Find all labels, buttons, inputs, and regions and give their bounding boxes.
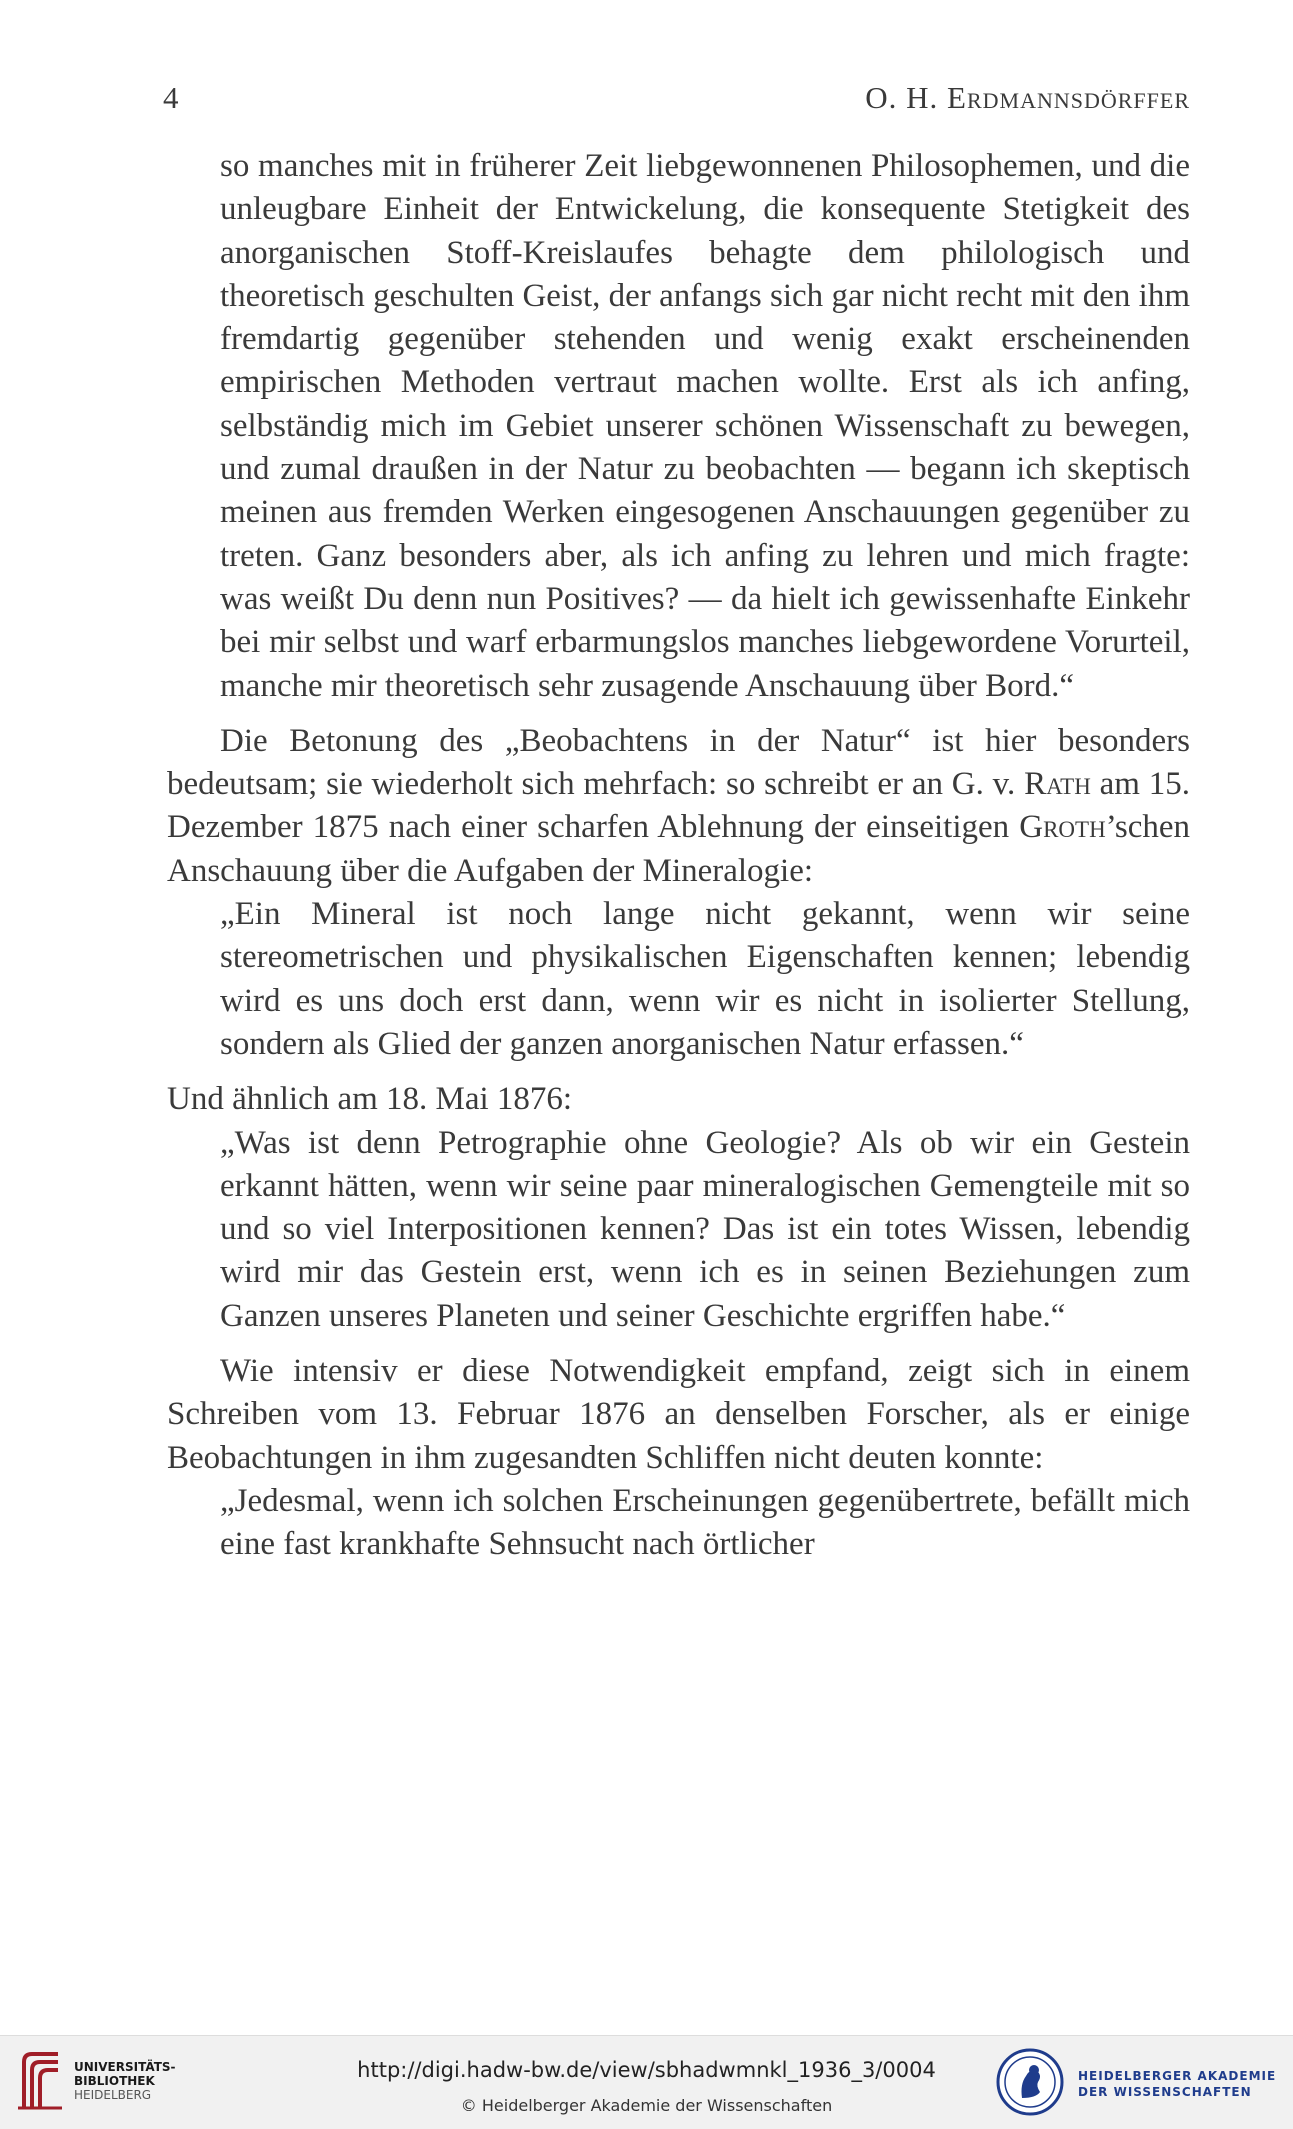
block-quote [167,893,1190,1066]
academy-name [1078,2068,1276,2100]
text-span: ’schen Anschauung über die Aufgaben der Mineralogie: [167,809,1190,889]
name-rath: Rath [1024,766,1091,803]
footer-bar [0,2035,1293,2129]
text-span: am 15. Dezember 1875 nach einer scharfen Ablehnung der einseitigen [167,766,1190,846]
text-span: Wie intensiv er diese Notwendigkeit empfand, zeigt sich in einem Schreiben vom 13. Februar 1876 an denselben Forscher, als er einige Beobachtungen in ihm zugesandten Schliffen nicht deuten konnte: [167,1353,1190,1476]
paragraph [167,145,1190,708]
library-line: UNIVERSITÄTS- [74,2060,176,2074]
text-span: Die Betonung des „Beobachtens in der Natur“ ist hier besonders bedeutsam; sie wiederholt sich mehrfach: so schreibt er an G. v. [167,722,1190,803]
text-span: „Ein Mineral ist noch lange nicht gekannt, wenn wir seine stereometrischen und physikalischen Eigenschaften kennen; lebendig wird es uns doch erst dann, wenn wir es nicht in isolierter Stellung, sondern als Glied der ganzen anorganischen Natur erfassen.“ [220,896,1190,1062]
paragraph [167,720,1190,893]
academy-line: HEIDELBERGER AKADEMIE [1078,2069,1277,2083]
block-quote [167,1480,1190,1567]
text-span: Und ähnlich am 18. Mai 1876: [167,1081,573,1118]
permalink-url[interactable]: http://digi.hadw-bw.de/view/sbhadwmnkl_1936_3/0004 [357,2058,936,2082]
text-span: „Was ist denn Petrographie ohne Geologie? Als ob wir ein Gestein erkannt hätten, wenn wir seine paar mineralogischen Gemengteile mit so und so viel Interpositionen kennen? Das ist ein totes Wissen, lebendig wird mir das Gestein erst, wenn ich es in seinen Beziehungen zum Ganzen unseres Planeten und seiner Geschichte ergriffen habe.“ [220,1124,1190,1334]
academy-line: DER WISSENSCHAFTEN [1078,2085,1252,2099]
page-number: 4 [163,80,179,115]
paragraph [167,1078,1190,1121]
academy-seal-icon[interactable] [996,2048,1064,2116]
copyright-notice: © Heidelberger Akademie der Wissenschaften [460,2096,833,2115]
running-header-author: O. H. Erdmannsdörffer [865,80,1190,115]
name-groth: Groth [1019,809,1106,846]
block-quote [167,1122,1190,1338]
text-span: „Jedesmal, wenn ich solchen Erscheinungen gegenübertrete, befällt mich eine fast krankhafte Sehnsucht nach örtlicher [220,1482,1190,1563]
library-line: BIBLIOTHEK [74,2074,155,2088]
paragraph [167,1350,1190,1480]
library-line: HEIDELBERG [74,2088,152,2102]
text-span: so manches mit in früherer Zeit liebgewonnenen Philosophemen, und die unleugbare Einheit der Entwickelung, die konsequente Stetigkeit des anorganischen Stoff-Kreislaufes behagte dem philologisch und theoretisch geschulten Geist, der anfangs sich gar nicht recht mit den ihm fremdartig gegenüber stehenden und wenig exakt erscheinenden empirischen Methoden vertraut machen wollte. Erst als ich anfing, selbständig mich im Gebiet unserer schönen Wissenschaft zu bewegen, und zumal draußen in der Natur zu beobachten — begann ich skeptisch meinen aus fremden Werken eingesogenen Anschauungen gegenüber zu treten. Ganz besonders aber, als ich anfing zu lehren und mich fragte: was weißt Du denn nun Positives? — da hielt ich gewissenhafte Einkehr bei mir selbst und warf erbarmungslos manches liebgewordene Vorurteil, manche mir theoretisch sehr zusagende Anschauung über Bord.“ [220,148,1190,704]
body-text [167,145,1190,1567]
